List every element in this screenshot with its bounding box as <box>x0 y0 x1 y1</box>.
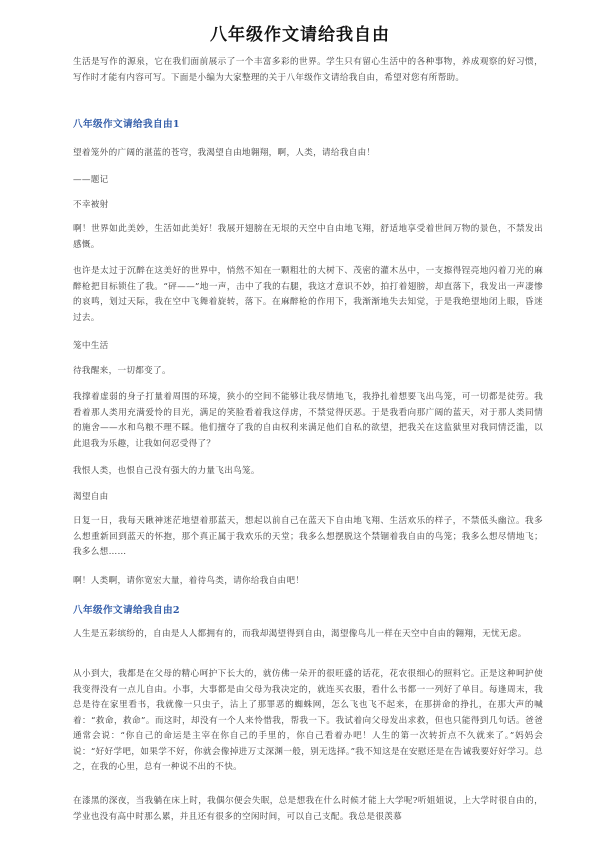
essay2-paragraph-1: 人生是五彩缤纷的，自由是人人都拥有的，而我却渴望得到自由，渴望像鸟儿一样在天空中自由的翱翔，无忧无虑。 <box>73 629 527 639</box>
page-title: 八年级作文请给我自由 <box>210 25 390 45</box>
essay1-heading: 八年级作文请给我自由1 <box>73 119 181 130</box>
essay2-paragraph-2: 从小到大，我都是在父母的精心呵护下长大的，就仿佛一朵开的很旺盛的话花，花农很细心的照料它。正是这种呵护使我变得没有一点儿自由。小事，大事都是由父母为我决定的，就连买衣服，看什么书都一一列好了单目。每逢周末，我总是待在家里看书，我就像一只虫子，沾上了那罪恶的蜘蛛网，怎么飞也飞不起来，在那拼命的挣扎，在那大声的喊着：“救命，救命”。而这时，却没有一个人来怜惜我，帮我一下。我试着向父母发出求救，但也只能得到几句话。爸爸通常会说：“你自己的命运是主宰在你自己的手里的，你自己看着办吧！人生的第一次转折点不久就来了。”妈妈会说：“好好学吧，如果学不好，你就会像掉进万丈深渊一般，别无选择。”我不知这是在安慰还是在告诫我要好好学习。总之，在我的心里，总有一种说不出的不快。 <box>73 669 543 772</box>
essay1-section-title-2: 笼中生活 <box>73 341 109 351</box>
intro-paragraph: 生活是写作的源泉，它在我们面前展示了一个丰富多彩的世界。学生只有留心生活中的各种事物，养成观察的好习惯，写作时才能有内容可写。下面是小编为大家整理的关于八年级作文请给我自由，希望对您有所帮助。 <box>73 57 543 83</box>
essay2-paragraph-3: 在漆黑的深夜，当我躺在床上时，我偶尔便会失眠，总是想我在什么时候才能上大学呢?听姐姐说，上大学时很自由的，学业也没有高中时那么累，并且还有很多的空闲时间，可以自己支配。我总是很羡慕 <box>73 796 543 822</box>
essay1-paragraph-2: 啊！世界如此美妙，生活如此美好！我展开翅膀在无垠的天空中自由地飞翔，舒适地享受着世间万物的景色，不禁发出感慨。 <box>73 224 543 250</box>
essay1-paragraph-8: 啊！人类啊，请你宽宏大量，着待鸟类，请你给我自由吧！ <box>73 576 305 586</box>
essay1-section-title-3: 渴望自由 <box>73 492 109 502</box>
essay1-section-title-1: 不幸被射 <box>73 200 109 210</box>
essay1-paragraph-4: 待我醒来，一切都变了。 <box>73 366 171 376</box>
essay1-paragraph-3: 也许是太过于沉醉在这美好的世界中，悄然不知在一颗粗壮的大树下、茂密的灌木丛中，一支擦得锃亮地闪着刀光的麻醉枪把目标锁住了我。“砰——”地一声，击中了我的右腿，我这才意识不妙，拍打着翅膀，却直落下，我发出一声凄惨的哀鸣，划过天际，我在空中飞舞着旋转，落下。在麻醉枪的作用下，我渐渐地失去知觉，于是我绝望地闭上眼，昏迷过去。 <box>73 266 543 323</box>
essay2-heading: 八年级作文请给我自由2 <box>73 605 181 616</box>
essay1-subtitle-note: ——题记 <box>73 175 109 185</box>
essay1-paragraph-6: 我恨人类，也恨自己没有强大的力量飞出鸟笼。 <box>73 466 260 476</box>
essay1-paragraph-5: 我撑着虚弱的身子打量着周围的环境，狭小的空间不能够让我尽情地飞，我挣扎着想要飞出鸟笼，可一切都是徒劳。我看着那人类用充满爱怜的目光，满足的笑脸看着我这俘虏，不禁觉得厌恶。于是我看向那广阔的蓝天，对于那人类同情的施舍——水和鸟粮不理不睬。他们擅夺了我的自由权利来满足他们自私的欲望，把我关在这监狱里对我同情泛滥，以此退我为乐趣，让我如何忍受得了？ <box>73 392 543 449</box>
essay1-paragraph-7: 日复一日，我每天瞅神迷茫地望着那蓝天，想起以前自己在蓝天下自由地飞翔、生活欢乐的样子，不禁低头幽泣。我多么想重新回到蓝天的怀抱，那个真正属于我欢乐的天堂；我多么想摆脱这个禁锢着我自由的鸟笼；我多么想尽情地飞；我多么想…… <box>73 516 543 557</box>
essay1-paragraph-1: 望着笼外的广阔的湛蓝的苍穹，我渴望自由地翱翔，啊，人类，请给我自由！ <box>73 148 376 158</box>
